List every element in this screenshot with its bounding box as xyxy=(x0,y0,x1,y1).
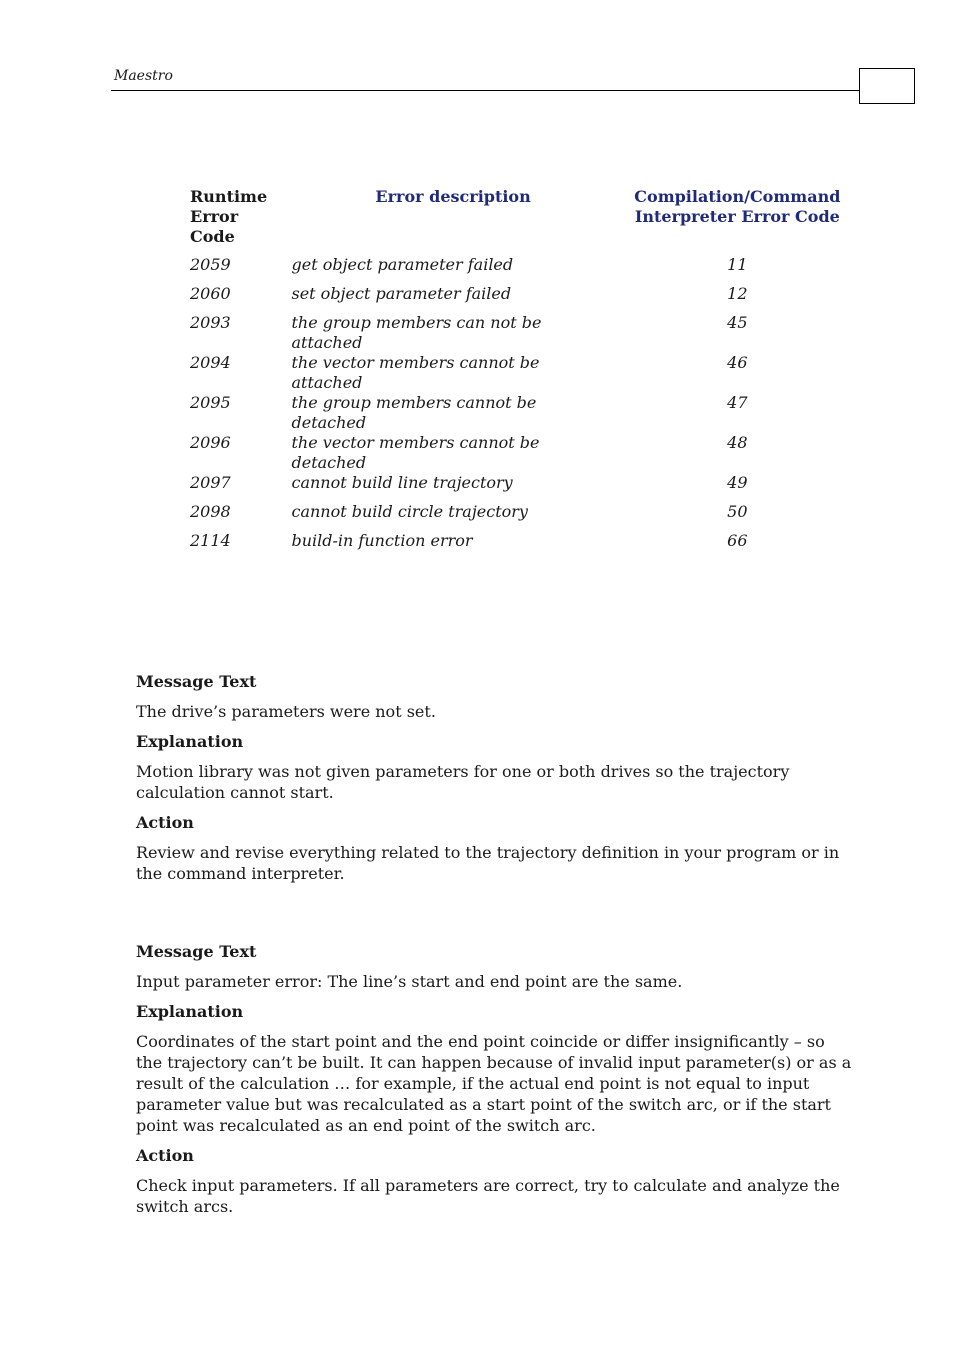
table-row xyxy=(186,255,856,284)
table-row xyxy=(186,393,856,433)
error-description: the vector members cannot be attached xyxy=(291,353,540,392)
table-row xyxy=(186,502,856,531)
compilation-code: 50 xyxy=(727,502,748,521)
running-header-title: Maestro xyxy=(114,68,173,84)
header-error-description: Error description xyxy=(375,187,531,206)
table-row xyxy=(186,284,856,313)
compilation-code: 46 xyxy=(727,353,748,372)
action-heading: Action xyxy=(136,1146,194,1165)
compilation-code: 48 xyxy=(727,433,748,452)
compilation-code: 11 xyxy=(727,255,748,274)
error-section-2 xyxy=(136,941,852,1226)
action-text: Review and revise everything related to the trajectory definition in your program or in the command interpreter. xyxy=(136,843,840,883)
table-row xyxy=(186,531,856,560)
compilation-code: 45 xyxy=(727,313,748,332)
error-description: set object parameter failed xyxy=(291,284,512,303)
explanation-heading: Explanation xyxy=(136,1002,244,1021)
runtime-code: 2097 xyxy=(190,473,231,492)
header-runtime-line1: Runtime xyxy=(190,187,268,206)
table-row xyxy=(186,433,856,473)
compilation-code: 12 xyxy=(727,284,748,303)
header-comp-line2: Interpreter Error Code xyxy=(634,207,840,226)
page-number-box xyxy=(859,68,915,104)
runtime-code: 2093 xyxy=(190,313,231,332)
action-text: Check input parameters. If all parameters are correct, try to calculate and analyze the switch arcs. xyxy=(136,1176,840,1216)
explanation-text: Motion library was not given parameters for one or both drives so the trajectory calculation cannot start. xyxy=(136,762,790,802)
error-description: the group members can not be attached xyxy=(291,313,542,352)
message-text: The drive’s parameters were not set. xyxy=(136,702,436,721)
runtime-code: 2094 xyxy=(190,353,231,372)
error-description: the group members cannot be detached xyxy=(291,393,537,432)
runtime-code: 2096 xyxy=(190,433,231,452)
runtime-code: 2098 xyxy=(190,502,231,521)
runtime-code: 2060 xyxy=(190,284,231,303)
error-description: the vector members cannot be detached xyxy=(291,433,540,472)
message-text-heading: Message Text xyxy=(136,672,257,691)
message-text: Input parameter error: The line’s start and end point are the same. xyxy=(136,972,683,991)
header-runtime-error-code xyxy=(186,187,287,255)
error-description: build-in function error xyxy=(291,531,473,550)
explanation-text: Coordinates of the start point and the end point coincide or differ insignificantly – so the trajectory can’t be built. It can happen because of invalid input parameter(s) or as a result of the calculation … for example, if the actual end point is not equal to input parameter value but was recalculated as a start point of the switch arc, or if the start point was recalculated as an end point of the switch arc. xyxy=(136,1032,852,1135)
error-section-1 xyxy=(136,671,852,893)
compilation-code: 47 xyxy=(727,393,748,412)
table-row xyxy=(186,473,856,502)
header-comp-line1: Compilation/Command xyxy=(634,187,841,206)
table-row xyxy=(186,313,856,353)
error-description: get object parameter failed xyxy=(291,255,514,274)
runtime-code: 2114 xyxy=(190,531,231,550)
runtime-code: 2059 xyxy=(190,255,231,274)
table-row xyxy=(186,353,856,393)
explanation-heading: Explanation xyxy=(136,732,244,751)
compilation-code: 49 xyxy=(727,473,748,492)
table-header-row xyxy=(186,187,856,255)
compilation-code: 66 xyxy=(727,531,748,550)
header-compilation-error-code xyxy=(619,187,856,255)
error-code-table xyxy=(186,187,856,560)
action-heading: Action xyxy=(136,813,194,832)
header-runtime-line2: Error Code xyxy=(190,207,239,246)
message-text-heading: Message Text xyxy=(136,942,257,961)
header-rule xyxy=(111,90,859,91)
error-description: cannot build circle trajectory xyxy=(291,502,528,521)
error-description: cannot build line trajectory xyxy=(291,473,513,492)
runtime-code: 2095 xyxy=(190,393,231,412)
